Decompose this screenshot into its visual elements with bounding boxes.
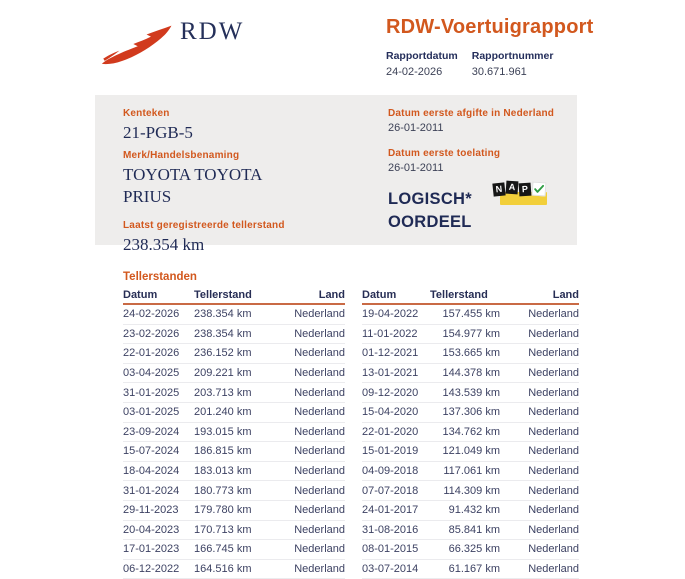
- cell-datum: 23-02-2026: [123, 327, 180, 340]
- oordeel-line2: OORDEEL: [388, 213, 472, 231]
- table-row: [362, 344, 579, 364]
- cell-datum: 13-01-2021: [362, 367, 419, 380]
- tellerstanden-table-right: [362, 289, 579, 579]
- table-row: [362, 560, 579, 579]
- table-row: [362, 403, 579, 423]
- cell-datum: 03-07-2014: [362, 563, 419, 576]
- tellerstanden-title: Tellerstanden: [123, 271, 197, 283]
- cell-datum: 31-01-2025: [123, 386, 180, 399]
- cell-datum: 22-01-2020: [362, 425, 419, 438]
- kenteken-label: Kenteken: [123, 108, 170, 119]
- cell-land: Nederland: [528, 465, 579, 478]
- cell-land: Nederland: [528, 367, 579, 380]
- summary-left-column: [123, 108, 323, 262]
- cell-tellerstand: 179.780 km: [194, 504, 252, 517]
- cell-tellerstand: 201.240 km: [194, 406, 252, 419]
- table-row: [362, 383, 579, 403]
- table-row: [123, 305, 345, 325]
- cell-land: Nederland: [294, 445, 345, 458]
- table-row: [123, 501, 345, 521]
- cell-land: Nederland: [294, 484, 345, 497]
- table-row: [362, 462, 579, 482]
- page-title: RDW-Voertuigrapport: [386, 16, 594, 38]
- cell-tellerstand: 144.378 km: [442, 367, 500, 380]
- table-row: [123, 423, 345, 443]
- nap-tile-a: A: [506, 181, 519, 195]
- cell-datum: 15-07-2024: [123, 445, 180, 458]
- cell-tellerstand: 121.049 km: [442, 445, 500, 458]
- cell-datum: 22-01-2026: [123, 347, 180, 360]
- cell-land: Nederland: [528, 523, 579, 536]
- toelating-label: Datum eerste toelating: [388, 148, 501, 159]
- cell-datum: 11-01-2022: [362, 327, 418, 340]
- cell-datum: 31-08-2016: [362, 523, 419, 536]
- cell-land: Nederland: [294, 347, 345, 360]
- cell-land: Nederland: [528, 327, 579, 340]
- cell-tellerstand: 154.977 km: [442, 327, 500, 340]
- nap-check-icon: [532, 182, 547, 197]
- report-number-value: 30.671.961: [471, 66, 527, 78]
- rdw-wing-icon: [98, 22, 176, 66]
- cell-datum: 24-02-2026: [123, 308, 180, 321]
- cell-land: Nederland: [294, 465, 345, 478]
- cell-datum: 03-01-2025: [123, 406, 180, 419]
- cell-tellerstand: 164.516 km: [194, 563, 252, 576]
- vehicle-summary-panel: [95, 95, 577, 254]
- table-row: [123, 344, 345, 364]
- cell-tellerstand: 117.061 km: [443, 465, 500, 478]
- cell-datum: 09-12-2020: [362, 386, 419, 399]
- cell-datum: 24-01-2017: [362, 504, 419, 517]
- table-body: [362, 305, 579, 579]
- cell-datum: 01-12-2021: [362, 347, 419, 360]
- cell-tellerstand: 153.665 km: [442, 347, 500, 360]
- report-number-label: Rapportnummer: [471, 50, 554, 62]
- oordeel-line1: LOGISCH*: [388, 190, 472, 208]
- cell-datum: 07-07-2018: [362, 484, 419, 497]
- afgifte-value: 26-01-2011: [388, 122, 444, 134]
- tellerstanden-tables: [123, 289, 579, 579]
- cell-tellerstand: 114.309 km: [443, 484, 500, 497]
- cell-land: Nederland: [294, 563, 345, 576]
- report-meta: [386, 50, 553, 78]
- cell-datum: 15-01-2019: [362, 445, 419, 458]
- nap-tile-n: N: [492, 182, 505, 196]
- cell-datum: 15-04-2020: [362, 406, 419, 419]
- cell-land: Nederland: [294, 406, 345, 419]
- cell-land: Nederland: [528, 308, 579, 321]
- column-header-datum: Datum: [362, 289, 397, 301]
- kenteken-value: 21-PGB-5: [123, 123, 193, 142]
- rdw-wordmark: RDW: [180, 18, 245, 45]
- table-row: [123, 364, 345, 384]
- cell-tellerstand: 238.354 km: [194, 327, 252, 340]
- rdw-logo: [98, 18, 245, 68]
- column-header-land: Land: [318, 289, 345, 301]
- cell-tellerstand: 203.713 km: [194, 386, 252, 399]
- report-date-block: [386, 50, 458, 78]
- tellerstanden-table-left: [123, 289, 345, 579]
- cell-tellerstand: 134.762 km: [442, 425, 500, 438]
- cell-datum: 18-04-2024: [123, 465, 180, 478]
- report-date-value: 24-02-2026: [386, 66, 443, 78]
- table-row: [362, 481, 579, 501]
- table-row: [123, 403, 345, 423]
- table-row: [123, 540, 345, 560]
- table-row: [362, 364, 579, 384]
- cell-tellerstand: 186.815 km: [194, 445, 252, 458]
- merk-value: TOYOTA TOYOTA PRIUS: [123, 165, 262, 206]
- laatste-tellerstand-label: Laatst geregistreerde tellerstand: [123, 219, 285, 231]
- column-header-tellerstand: Tellerstand: [430, 289, 488, 301]
- afgifte-label: Datum eerste afgifte in Nederland: [388, 108, 555, 119]
- table-row: [123, 560, 345, 579]
- cell-land: Nederland: [528, 406, 579, 419]
- table-body: [123, 305, 345, 579]
- table-header: [123, 289, 345, 305]
- cell-tellerstand: 166.745 km: [194, 543, 252, 556]
- column-header-land: Land: [552, 289, 579, 301]
- nap-tile-p: P: [519, 183, 532, 197]
- cell-tellerstand: 66.325 km: [448, 543, 500, 556]
- report-date-label: Rapportdatum: [386, 50, 458, 62]
- column-header-datum: Datum: [123, 289, 158, 301]
- toelating-value: 26-01-2011: [388, 162, 444, 174]
- cell-tellerstand: 238.354 km: [194, 308, 252, 321]
- table-row: [362, 501, 579, 521]
- nap-logo: [493, 180, 551, 210]
- cell-datum: 04-09-2018: [362, 465, 419, 478]
- cell-datum: 06-12-2022: [123, 563, 180, 576]
- cell-datum: 31-01-2024: [123, 484, 180, 497]
- cell-tellerstand: 157.455 km: [442, 308, 500, 321]
- cell-datum: 23-09-2024: [123, 425, 180, 438]
- cell-datum: 19-04-2022: [362, 308, 419, 321]
- cell-tellerstand: 143.539 km: [442, 386, 500, 399]
- cell-land: Nederland: [294, 425, 345, 438]
- table-row: [123, 442, 345, 462]
- table-header: [362, 289, 579, 305]
- cell-land: Nederland: [294, 386, 345, 399]
- cell-tellerstand: 61.167 km: [448, 563, 500, 576]
- cell-tellerstand: 170.713 km: [194, 523, 252, 536]
- cell-land: Nederland: [528, 445, 579, 458]
- table-row: [123, 383, 345, 403]
- cell-tellerstand: 91.432 km: [448, 504, 500, 517]
- cell-land: Nederland: [528, 425, 579, 438]
- cell-datum: 29-11-2023: [123, 504, 179, 517]
- cell-tellerstand: 180.773 km: [194, 484, 252, 497]
- cell-land: Nederland: [294, 367, 345, 380]
- table-row: [362, 521, 579, 541]
- table-row: [123, 521, 345, 541]
- cell-tellerstand: 236.152 km: [194, 347, 252, 360]
- cell-datum: 08-01-2015: [362, 543, 419, 556]
- cell-land: Nederland: [294, 523, 345, 536]
- column-header-tellerstand: Tellerstand: [194, 289, 252, 301]
- cell-datum: 20-04-2023: [123, 523, 180, 536]
- cell-datum: 03-04-2025: [123, 367, 180, 380]
- laatste-tellerstand-value: 238.354 km: [123, 234, 205, 254]
- table-row: [362, 442, 579, 462]
- table-row: [123, 462, 345, 482]
- table-row: [362, 325, 579, 345]
- table-row: [123, 325, 345, 345]
- cell-datum: 17-01-2023: [123, 543, 180, 556]
- cell-land: Nederland: [294, 308, 345, 321]
- table-row: [362, 305, 579, 325]
- cell-land: Nederland: [528, 504, 579, 517]
- cell-tellerstand: 193.015 km: [194, 425, 252, 438]
- cell-land: Nederland: [294, 327, 345, 340]
- cell-land: Nederland: [528, 484, 579, 497]
- cell-land: Nederland: [528, 386, 579, 399]
- cell-land: Nederland: [294, 543, 345, 556]
- summary-right-column: [388, 108, 573, 234]
- cell-tellerstand: 137.306 km: [442, 406, 500, 419]
- cell-land: Nederland: [528, 563, 579, 576]
- cell-land: Nederland: [294, 504, 345, 517]
- report-number-block: [472, 50, 554, 78]
- cell-tellerstand: 209.221 km: [194, 367, 252, 380]
- table-row: [123, 481, 345, 501]
- table-row: [362, 423, 579, 443]
- merk-label: Merk/Handelsbenaming: [123, 150, 240, 162]
- cell-tellerstand: 85.841 km: [448, 523, 500, 536]
- cell-tellerstand: 183.013 km: [194, 465, 252, 478]
- cell-land: Nederland: [528, 347, 579, 360]
- table-row: [362, 540, 579, 560]
- cell-land: Nederland: [528, 543, 579, 556]
